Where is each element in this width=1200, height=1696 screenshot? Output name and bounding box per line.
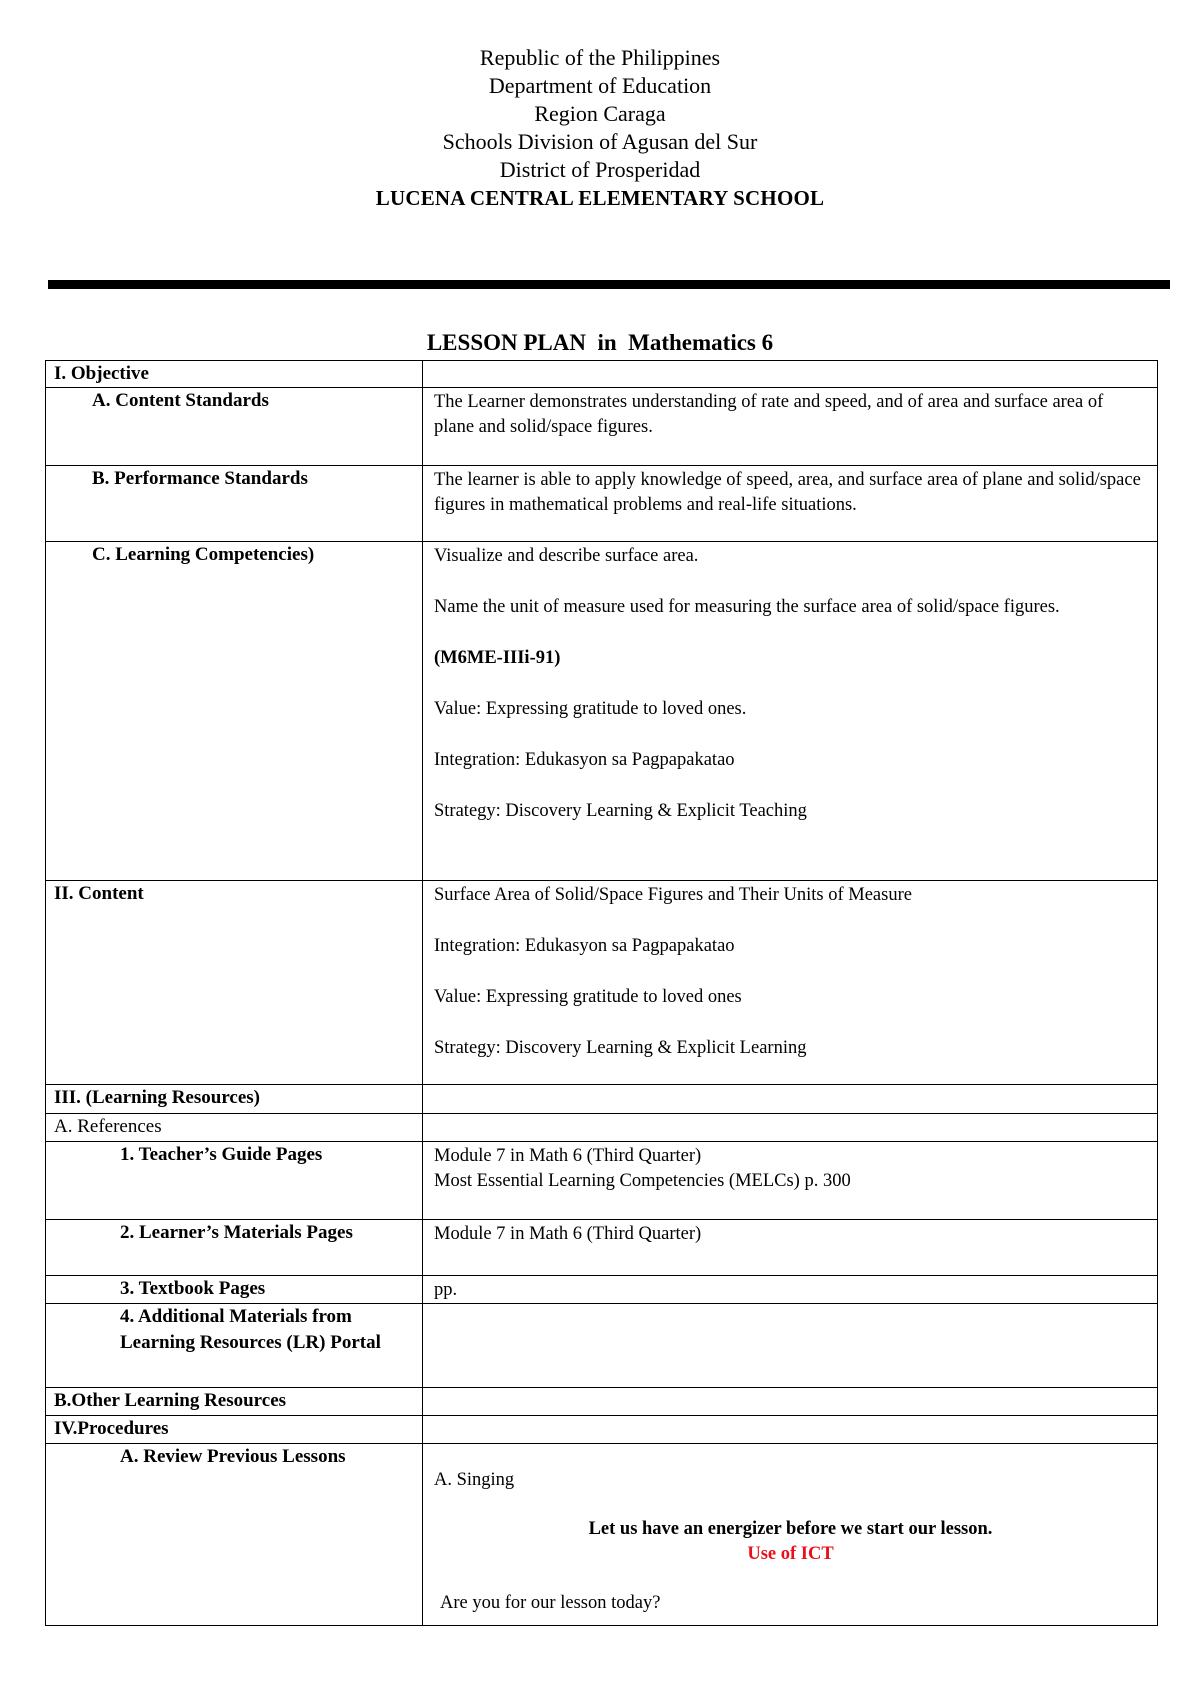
review-singing: A. Singing [434, 1470, 515, 1490]
teachers-guide-melcs: Most Essential Learning Competencies (MELCs) p. 300 [434, 1171, 851, 1191]
table-row [46, 1220, 1158, 1276]
competency-integration: Integration: Edukasyon sa Pagpapakatao [434, 750, 735, 770]
header-division: Schools Division of Agusan del Sur [442, 129, 758, 154]
performance-standards-label: B. Performance Standards [92, 468, 308, 489]
content-standards-label: A. Content Standards [92, 390, 269, 411]
header-department: Department of Education [488, 73, 712, 98]
performance-standards-text: The learner is able to apply knowledge of speed, area, and surface area of plane and solid/space figures in mathematical problems and real-life situations. [423, 466, 1158, 542]
table-row [46, 1416, 1158, 1444]
table-row [46, 1142, 1158, 1220]
table-row [46, 1388, 1158, 1416]
document-header [0, 44, 1200, 212]
competency-strategy: Strategy: Discovery Learning & Explicit Teaching [434, 801, 807, 821]
content-strategy: Strategy: Discovery Learning & Explicit Learning [434, 1038, 807, 1058]
learners-materials-label: 2. Learner’s Materials Pages [120, 1222, 353, 1243]
learners-materials-text: Module 7 in Math 6 (Third Quarter) [423, 1220, 1158, 1276]
table-row [46, 466, 1158, 542]
competency-value: Value: Expressing gratitude to loved ones. [434, 699, 747, 719]
learning-resources-label: III. (Learning Resources) [54, 1087, 261, 1108]
learning-competencies-label: C. Learning Competencies) [92, 544, 315, 565]
table-row [46, 542, 1158, 881]
table-row [46, 1276, 1158, 1304]
teachers-guide-label: 1. Teacher’s Guide Pages [120, 1144, 323, 1165]
competency-unit-of-measure: Name the unit of measure used for measuring the surface area of solid/space figures. [434, 597, 1060, 617]
content-topic: Surface Area of Solid/Space Figures and Their Units of Measure [434, 885, 912, 905]
table-row [46, 1444, 1158, 1626]
content-standards-text: The Learner demonstrates understanding of rate and speed, and of area and surface area of plane and solid/space figures. [423, 388, 1158, 466]
content-label: II. Content [54, 883, 144, 904]
header-republic: Republic of the Philippines [479, 45, 721, 70]
content-integration: Integration: Edukasyon sa Pagpapakatao [434, 936, 735, 956]
table-row [46, 1085, 1158, 1114]
objective-label: I. Objective [54, 363, 149, 384]
review-question: Are you for our lesson today? [440, 1593, 661, 1613]
table-row [46, 1304, 1158, 1388]
review-energizer: Let us have an energizer before we start our lesson. [588, 1519, 993, 1539]
competency-visualize: Visualize and describe surface area. [434, 546, 699, 566]
table-row [46, 388, 1158, 466]
other-resources-label: B.Other Learning Resources [54, 1390, 287, 1411]
review-ict: Use of ICT [747, 1544, 834, 1564]
textbook-pages-text: pp. [423, 1276, 1158, 1304]
lesson-plan-table [45, 360, 1158, 1626]
lesson-plan-title: LESSON PLAN in Mathematics 6 [426, 330, 774, 355]
header-school-name: LUCENA CENTRAL ELEMENTARY SCHOOL [375, 186, 825, 210]
textbook-pages-label: 3. Textbook Pages [120, 1278, 266, 1299]
table-row [46, 361, 1158, 388]
competency-code: (M6ME-IIIi-91) [434, 648, 561, 668]
header-district: District of Prosperidad [499, 157, 701, 182]
table-row [46, 881, 1158, 1085]
additional-materials-label: 4. Additional Materials from Learning Resources (LR) Portal [120, 1306, 381, 1353]
table-row [46, 1114, 1158, 1142]
review-lessons-label: A. Review Previous Lessons [120, 1446, 346, 1467]
content-value: Value: Expressing gratitude to loved ones [434, 987, 742, 1007]
header-region: Region Caraga [534, 101, 666, 126]
teachers-guide-module: Module 7 in Math 6 (Third Quarter) [434, 1146, 702, 1166]
procedures-label: IV.Procedures [54, 1418, 169, 1439]
references-label: A. References [54, 1116, 162, 1137]
header-divider [48, 280, 1170, 289]
